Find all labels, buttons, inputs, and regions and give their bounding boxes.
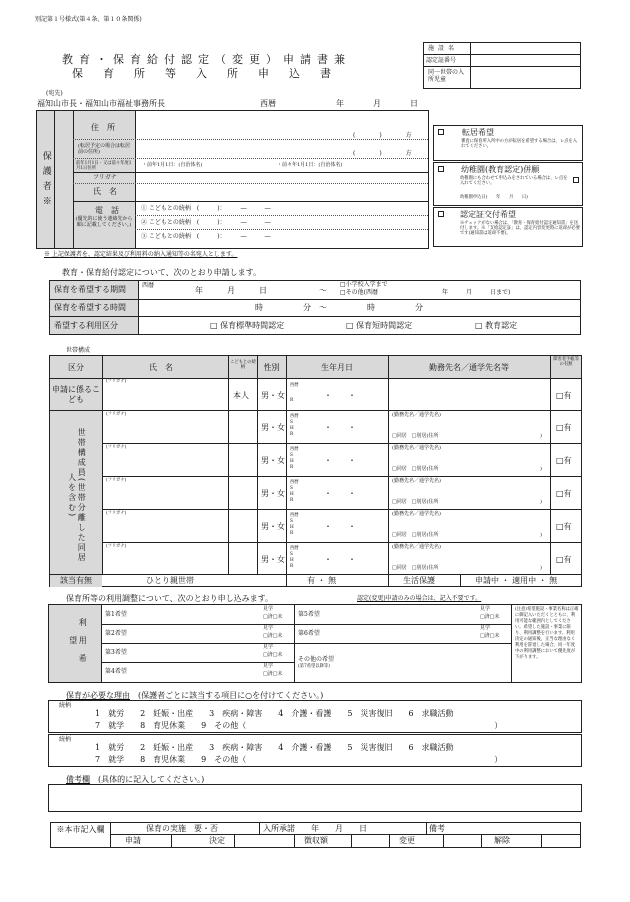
apply-table — [49, 280, 581, 335]
prev-prev-jan-field[interactable]: ・前々年1月1日：(自治体名) — [277, 162, 343, 168]
period-label: 保育を希望する期間 — [54, 285, 126, 294]
office-cancel: 解除 — [494, 836, 510, 845]
tour-1: 見学 — [263, 606, 274, 612]
member5-gender[interactable]: 男・女 — [261, 555, 285, 564]
member5-birth[interactable]: ・ ・ — [324, 555, 356, 564]
office-approval: 入所承諾 年 月 日 — [263, 824, 367, 833]
child-relation: 本人 — [233, 391, 249, 400]
remarks-hint: (具体的に記入してください。) — [98, 775, 205, 784]
member1-era-h: H — [290, 426, 294, 431]
member3-cohabit[interactable]: □同居 □別居(住所 — [392, 499, 439, 505]
facility-table — [48, 604, 582, 683]
member3-cohabit-end: ) — [540, 499, 542, 505]
phone-hint: (優先的に使う連絡先から順に記載してください。) — [75, 216, 133, 228]
certificate-checkbox[interactable] — [438, 211, 444, 217]
member3-gender[interactable]: 男・女 — [261, 489, 285, 498]
member3-era-r: R — [290, 498, 294, 503]
wish-2[interactable]: 第2希望 — [105, 630, 127, 637]
moving-title: 転居希望 — [462, 128, 494, 137]
member3-era-h: H — [290, 492, 294, 497]
tour-opt-4[interactable]: □済□未 — [263, 671, 283, 677]
usage-short[interactable]: □ 保育短時間認定 — [346, 321, 413, 330]
member5-era: 西暦 — [290, 546, 299, 551]
member4-disability[interactable]: □有 — [556, 522, 572, 531]
tour-5: 見学 — [480, 606, 491, 612]
welfare-option[interactable]: 申請中 ・ 適用中 ・ 無 — [475, 576, 558, 585]
col-disability: 障害者手帳等の有無 — [553, 357, 579, 368]
tour-6: 見学 — [480, 625, 491, 631]
facility-note: 認定(変更)申請のみの場合は、記入不要です。 — [357, 595, 482, 602]
member3-birth[interactable]: ・ ・ — [324, 489, 356, 498]
member1-cohabit-end: ) — [540, 433, 542, 439]
member3-era: 西暦 — [290, 480, 299, 485]
sibling-label: 同一世帯の入所児童 — [428, 69, 465, 84]
tour-3: 見学 — [263, 644, 274, 650]
member2-era-h: H — [290, 459, 294, 464]
recipient: 福知山市長・福知山市福祉事務所長 — [37, 99, 165, 108]
remarks-field[interactable] — [48, 784, 582, 812]
member2-disability[interactable]: □有 — [556, 456, 572, 465]
address-field[interactable] — [136, 112, 427, 138]
time-value[interactable]: 時 分 〜 時 分 — [255, 303, 423, 312]
kindergarten-title: 幼稚園(教育認定)併願 — [461, 165, 540, 174]
recipient-label: (宛先) — [46, 90, 63, 97]
reason1-line1[interactable]: 1 就労 2 妊娠・出産 3 疾病・障害 4 介護・看護 5 災害復旧 6 求職活動 — [95, 709, 454, 718]
member-row-5 — [102, 543, 581, 574]
member2-furigana: (フリガナ) — [106, 445, 127, 450]
member4-cohabit[interactable]: □同居 □別居(住所 — [392, 532, 439, 538]
option-moving — [433, 125, 583, 161]
cert-number-field[interactable] — [471, 55, 580, 66]
office-remarks: 備考 — [429, 824, 445, 833]
member4-work[interactable]: (勤務先名／通学先名) — [392, 511, 441, 517]
reason2-line1[interactable]: 1 就労 2 妊娠・出産 3 疾病・障害 4 介護・看護 5 災害復旧 6 求職活動 — [95, 743, 454, 752]
form-number: 別記第１号様式(第４条、第１０条関係) — [35, 16, 142, 23]
child-furigana: (フリガナ) — [106, 379, 127, 384]
guardian-side-label: 保護者※ — [40, 151, 51, 211]
child-disability[interactable]: □有 — [556, 391, 572, 400]
prev-jan-field[interactable]: ・前年1月1日：(自治体名) — [142, 162, 203, 168]
child-work-field[interactable] — [389, 379, 550, 410]
office-decision: 決定 — [209, 836, 225, 845]
member2-cohabit-end: ) — [540, 466, 542, 472]
certificate-text: ※チェックがない場合は、「教育・保育給付認定通知書」を送付します。※「支給認定証」は、認定内容変更時に返却が必要です(通知書は返却不要)。 — [460, 221, 580, 237]
form-title-line1: 教育・保育給付認定（変更）申請書兼 — [62, 53, 351, 66]
member3-era-s: S — [290, 486, 293, 491]
member5-era-h: H — [290, 558, 294, 563]
moving-text: 審査に保育所入所中の方が転居を希望する場合は、レ点を入れてください。 — [461, 139, 578, 150]
tour-4: 見学 — [263, 663, 274, 669]
member4-era-h: H — [290, 525, 294, 530]
reason-box-2 — [48, 734, 582, 767]
sibling-field[interactable] — [471, 67, 580, 88]
certificate-title: 認定証交付希望 — [460, 210, 516, 219]
kindergarten-text: 幼稚園にも合わせて申込みをされている場合は、レ点を入れてください。 — [460, 176, 568, 187]
usage-standard[interactable]: □ 保育標準時間認定 — [210, 321, 285, 330]
member-row-1 — [102, 411, 581, 443]
wish-1[interactable]: 第1希望 — [105, 611, 127, 618]
reason2-relation[interactable]: 続柄 — [59, 736, 72, 743]
office-change: 変更 — [399, 836, 415, 845]
facility-notes: (注意)希望施設・事業名称は正確に御記入いただくとともに、利用可能な範囲内としてください。希望した施設・事業に限り、利用調整を行います。利用決定の通知後、正当な理由なく利用を辞退した場合、同一年度中の利用調整において優先度が下がります。 — [515, 607, 579, 661]
office-label: ※本市記入欄 — [56, 825, 105, 834]
tour-opt-6[interactable]: □済□未 — [480, 633, 500, 639]
option-kindergarten — [433, 162, 583, 206]
period-opt1[interactable]: □小学校入学まで — [340, 281, 388, 288]
member5-cohabit-end: ) — [540, 565, 542, 571]
tour-opt-5[interactable]: □済□未 — [480, 614, 500, 620]
member1-work[interactable]: (勤務先名／通学先名) — [392, 412, 441, 418]
member3-disability[interactable]: □有 — [556, 489, 572, 498]
facility-intro: 保育所等の利用調整について、次のとおり申し込みます。 — [66, 594, 274, 603]
reason-hint: (保護者ごとに該当する項目に○を付けてください。) — [138, 691, 324, 700]
footer-label: 該当有無 — [60, 576, 92, 585]
period-tilde: 〜 — [319, 286, 327, 295]
facility-info-box — [423, 42, 581, 89]
member1-birth[interactable]: ・ ・ — [324, 423, 356, 432]
reason-title-text: 保育が必要な理由 — [66, 691, 130, 700]
facility-name-label: 施設名 — [428, 45, 459, 52]
welfare-label: 生活保護 — [403, 576, 435, 585]
household-table — [49, 355, 582, 587]
date-year: 年 — [336, 99, 344, 108]
phone-row-2[interactable]: ② こどもとの続柄 ( )： ― ― — [141, 219, 271, 226]
member4-birth[interactable]: ・ ・ — [324, 522, 356, 531]
date-era: 西暦 — [260, 99, 276, 108]
member1-gender[interactable]: 男・女 — [261, 423, 285, 432]
col-work: 勤務先名／通学先名等 — [429, 363, 509, 372]
child-gender[interactable]: 男・女 — [261, 391, 285, 400]
reason1-relation[interactable]: 続柄 — [59, 702, 72, 709]
member4-era: 西暦 — [290, 513, 299, 518]
member-row-2 — [102, 444, 581, 476]
member2-birth[interactable]: ・ ・ — [324, 456, 356, 465]
child-era-r: R — [290, 398, 294, 403]
member4-era-s: S — [290, 519, 293, 524]
member5-cohabit[interactable]: □同居 □別居(住所 — [392, 565, 439, 571]
period-to[interactable]: 年 月 日まで) — [442, 289, 511, 296]
prev-address-label: 前年1月1日・又は前々年度1月1日住所 — [76, 161, 132, 172]
member4-cohabit-end: ) — [540, 532, 542, 538]
address-label: 住所 — [91, 123, 123, 132]
col-category: 区分 — [68, 363, 84, 372]
member1-disability[interactable]: □有 — [556, 423, 572, 432]
wish-5[interactable]: 第5希望 — [298, 611, 320, 618]
name-label: 氏名 — [93, 187, 125, 196]
member1-era-r: R — [290, 432, 294, 437]
date-day: 日 — [410, 99, 418, 108]
col-name: 氏名 — [149, 363, 181, 372]
reason2-line2[interactable]: 7 就学 8 育児休業 9 その他（ ） — [95, 755, 503, 764]
kindergarten-checkbox[interactable] — [438, 166, 444, 172]
kindergarten-check-mark[interactable] — [573, 177, 579, 183]
furigana-field[interactable] — [136, 173, 427, 183]
members-label: 世帯構成員(世帯分離した同居人を含む) — [67, 428, 87, 564]
member2-gender[interactable]: 男・女 — [261, 456, 285, 465]
member2-cohabit[interactable]: □同居 □別居(住所 — [392, 466, 439, 472]
wish-6[interactable]: 第6希望 — [298, 630, 320, 637]
wish-3[interactable]: 第3希望 — [105, 649, 127, 656]
date-month: 月 — [373, 99, 381, 108]
office-fee: 徴収額 — [304, 836, 328, 845]
phone-row-3[interactable]: ③ こどもとの続柄 ( )： ― ― — [141, 233, 271, 240]
moving-phone-hint: ( ) 方 — [353, 150, 412, 157]
time-label: 保育を希望する時間 — [54, 303, 126, 312]
office-apply: 申請 — [125, 836, 141, 845]
member5-furigana: (フリガナ) — [106, 544, 127, 549]
single-parent-option[interactable]: 有 ・ 無 — [307, 576, 337, 585]
child-birth[interactable]: ・ ・ — [324, 391, 356, 400]
phone-label: 電話 — [95, 206, 127, 215]
child-era-1: 西暦 — [290, 383, 299, 388]
member5-disability[interactable]: □有 — [556, 555, 572, 564]
member4-gender[interactable]: 男・女 — [261, 522, 285, 531]
option-certificate — [433, 207, 583, 247]
guardian-footnote: ※ 上記保護者を、認定結果及び利用料の納入通知等の名宛人とします。 — [44, 251, 238, 258]
usage-education[interactable]: □ 教育認定 — [475, 321, 518, 330]
member2-era: 西暦 — [290, 447, 299, 452]
period-era: 西暦 — [142, 282, 155, 289]
remarks-title-text: 備考欄 — [66, 775, 90, 784]
member2-work[interactable]: (勤務先名／通学先名) — [392, 445, 441, 451]
member-row-4 — [102, 510, 581, 542]
period-from[interactable]: 年 月 日 — [195, 286, 267, 295]
member1-era-s: S — [290, 420, 293, 425]
wish-4[interactable]: 第4希望 — [105, 668, 127, 675]
kindergarten-date[interactable]: 幼稚園申込日( 年 月 日) — [460, 195, 528, 200]
facility-name-field[interactable] — [471, 43, 580, 54]
member4-furigana: (フリガナ) — [106, 511, 127, 516]
office-box — [50, 822, 581, 848]
member3-furigana: (フリガナ) — [106, 478, 127, 483]
tour-opt-2[interactable]: □済□未 — [263, 633, 283, 639]
single-parent-label: ひとり親世帯 — [146, 576, 194, 585]
member1-cohabit[interactable]: □同居 □別居(住所 — [392, 433, 439, 439]
other-wish[interactable]: その他の希望 — [298, 656, 335, 663]
member2-era-s: S — [290, 453, 293, 458]
usage-label: 希望する利用区分 — [54, 321, 118, 330]
cert-number-label: 認定証番号 — [426, 57, 457, 64]
member3-work[interactable]: (勤務先名／通学先名) — [392, 478, 441, 484]
guardian-section — [36, 110, 429, 249]
child-name-field[interactable] — [103, 379, 228, 410]
tour-opt-3[interactable]: □済□未 — [263, 652, 283, 658]
member-row-3 — [102, 477, 581, 509]
moving-checkbox[interactable] — [438, 129, 444, 135]
col-gender: 性別 — [263, 363, 280, 372]
col-birth: 生年月日 — [321, 363, 353, 372]
household-title: 世帯構成 — [66, 347, 91, 354]
member5-work[interactable]: (勤務先名／通学先名) — [392, 544, 441, 550]
office-requirement: 保育の実施 要・否 — [146, 824, 218, 833]
furigana-label: フリガナ — [93, 174, 117, 181]
member5-era-r: R — [290, 564, 294, 569]
member1-furigana: (フリガナ) — [106, 412, 127, 417]
guardian-name-field[interactable] — [136, 184, 427, 201]
address-phone-hint: ( ) 方 — [353, 132, 412, 139]
form-title-line2: 保育所等入所申込書 — [72, 67, 351, 80]
apply-intro: 教育・保育給付認定について、次のとおり申請します。 — [62, 268, 262, 277]
phone-row-1[interactable]: ① こどもとの続柄 ( )： ― ― — [141, 205, 271, 212]
moving-label: (転居予定の場合は転居前の住所) — [78, 143, 130, 155]
col-relation: こどもとの続柄 — [230, 360, 256, 371]
period-opt2[interactable]: □その他(西暦 — [340, 289, 379, 296]
other-wish-sub: (第7希望以降等) — [298, 664, 330, 669]
member5-era-s: S — [290, 552, 293, 557]
reason1-line2[interactable]: 7 就学 8 育児休業 9 その他（ ） — [95, 721, 503, 730]
member2-era-r: R — [290, 465, 294, 470]
member4-era-r: R — [290, 531, 294, 536]
tour-2: 見学 — [263, 625, 274, 631]
reason-box-1 — [48, 700, 582, 733]
child-label: 申請に係るこども — [52, 385, 100, 404]
member1-era: 西暦 — [290, 414, 299, 419]
tour-opt-1[interactable]: □済□未 — [263, 614, 283, 620]
facility-side-label: 利用希望 — [68, 618, 88, 672]
